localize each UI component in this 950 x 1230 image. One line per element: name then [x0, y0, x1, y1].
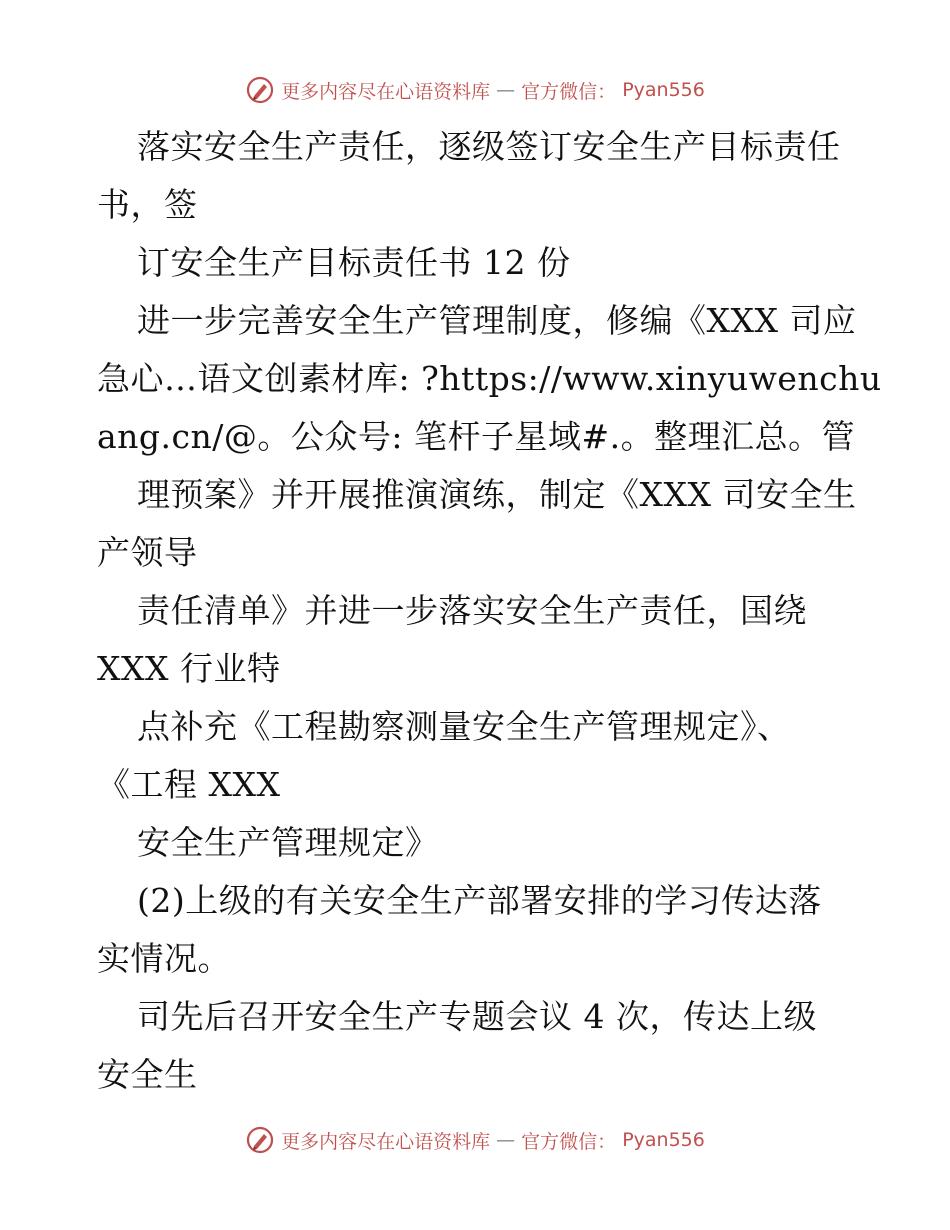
text-line: 进一步完善安全生产管理制度，修编《XXX 司应 — [137, 301, 857, 340]
text-line: 订安全生产目标责任书 12 份 — [137, 243, 571, 282]
footer-account: Pyan556 — [622, 1129, 705, 1151]
text-line: (2)上级的有关安全生产部署安排的学习传达落 — [137, 881, 822, 920]
text-line: 急心…语文创素材库: ?https://www.xinyuwenchu — [97, 359, 882, 398]
text-line: 理预案》并开展推演演练，制定《XXX 司安全生 — [137, 475, 857, 514]
text-line: 书，签 — [97, 185, 198, 224]
footer-library-text: 更多内容尽在心语资料库 — [281, 1130, 491, 1153]
page-footer-watermark — [0, 1120, 950, 1160]
text-line: 责任清单》并进一步落实安全生产责任，国绕 — [137, 591, 807, 630]
pen-logo-icon — [245, 1125, 275, 1155]
text-line: 点补充《工程勘察测量安全生产管理规定》、 — [137, 707, 791, 746]
text-line: 安全生产管理规定》 — [137, 823, 439, 862]
document-body — [97, 118, 882, 1104]
footer-separator: — — [496, 1129, 516, 1151]
footer-official-label: 官方微信： — [521, 1130, 617, 1153]
header-account: Pyan556 — [622, 79, 705, 101]
text-line: 产领导 — [97, 533, 198, 572]
text-line: 安全生 — [97, 1055, 198, 1094]
header-separator: — — [496, 79, 516, 101]
text-line: 落实安全生产责任，逐级签订安全生产目标责任 — [137, 127, 841, 166]
header-official-label: 官方微信： — [521, 80, 617, 103]
text-line: XXX 行业特 — [97, 649, 281, 688]
header-library-text: 更多内容尽在心语资料库 — [281, 80, 491, 103]
pen-logo-icon — [245, 75, 275, 105]
text-line: ang.cn/@。公众号: 笔杆子星域#.。整理汇总。管 — [97, 417, 856, 456]
page-header-watermark — [0, 70, 950, 110]
text-line: 司先后召开安全生产专题会议 4 次，传达上级 — [137, 997, 817, 1036]
text-line: 实情况。 — [97, 939, 231, 978]
text-line: 《工程 XXX — [97, 765, 281, 804]
